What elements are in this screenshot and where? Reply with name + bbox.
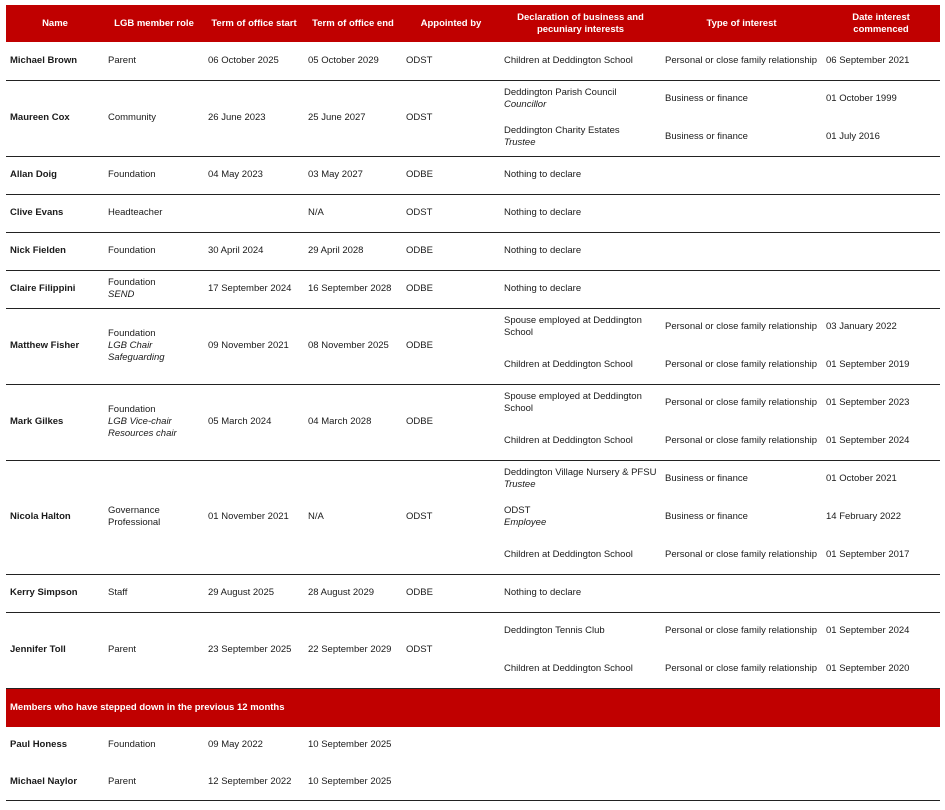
table-row — [6, 194, 940, 232]
declaration-capacity: Councillor — [504, 99, 547, 111]
declaration — [500, 574, 661, 612]
interest-type: Personal or close family relationship — [665, 397, 818, 409]
declaration-text: Children at Deddington School — [504, 662, 633, 674]
role-primary: Foundation — [108, 404, 156, 415]
term-end: 03 May 2027 — [304, 156, 402, 194]
empty-cell — [500, 764, 661, 801]
empty-cell — [500, 727, 661, 764]
term-end: 08 November 2025 — [304, 308, 402, 384]
appointed-by: ODST — [402, 194, 500, 232]
table-header — [6, 5, 940, 42]
interest-date: 06 September 2021 — [822, 42, 940, 80]
interest-type: Business or finance — [665, 93, 748, 105]
declaration — [500, 42, 661, 80]
member-name: Kerry Simpson — [6, 574, 104, 612]
role-primary: Foundation — [108, 169, 156, 180]
declaration-capacity: Employee — [504, 517, 547, 528]
former-term-end: 10 September 2025 — [308, 739, 392, 750]
declaration-text: Children at Deddington School — [504, 434, 633, 446]
declaration-text: Children at Deddington School — [504, 548, 633, 560]
declaration — [500, 232, 661, 270]
member-name: Jennifer Toll — [6, 612, 104, 688]
role-primary: Parent — [108, 54, 136, 66]
member-role — [104, 460, 204, 574]
header-term-end: Term of office end — [304, 5, 402, 42]
appointed-by: ODBE — [402, 156, 500, 194]
interest-type: Personal or close family relationship — [661, 650, 822, 688]
role-detail: Resources chair — [108, 428, 177, 439]
declaration-text: ODST — [504, 505, 531, 516]
term-start: 26 June 2023 — [204, 80, 304, 156]
interest-date: 01 July 2016 — [822, 118, 940, 156]
role-detail: Safeguarding — [108, 352, 165, 363]
empty-cell — [822, 727, 940, 764]
role-primary: Headteacher — [108, 207, 163, 218]
empty-cell — [661, 764, 822, 801]
empty-cell — [661, 727, 822, 764]
interest-type: Personal or close family relationship — [661, 346, 822, 384]
term-start: 17 September 2024 — [204, 270, 304, 308]
former-term-start: 09 May 2022 — [208, 739, 263, 750]
interest-date: 01 September 2023 — [826, 397, 910, 409]
header-date-commenced: Date interest commenced — [822, 5, 940, 42]
interest-date: 03 January 2022 — [826, 321, 897, 333]
declaration — [500, 156, 661, 194]
interest-type — [661, 156, 822, 194]
interest-type — [661, 194, 822, 232]
member-role — [104, 308, 204, 384]
member-name: Clive Evans — [6, 194, 104, 232]
role-detail: LGB Chair — [108, 340, 153, 351]
table-row — [6, 384, 940, 422]
declaration-capacity: Trustee — [504, 136, 536, 148]
member-role — [104, 156, 204, 194]
interest-date: 01 September 2024 — [826, 625, 910, 637]
header-appointed-by: Appointed by — [402, 5, 500, 42]
header-name: Name — [6, 5, 104, 42]
role-detail: SEND — [108, 289, 135, 300]
declaration — [500, 118, 661, 156]
declaration — [500, 460, 661, 498]
term-end: N/A — [304, 194, 402, 232]
former-member-role: Foundation — [108, 739, 156, 750]
member-role — [104, 80, 204, 156]
former-term-start: 12 September 2022 — [204, 764, 304, 801]
member-name: Mark Gilkes — [6, 384, 104, 460]
table-row — [6, 156, 940, 194]
declaration-text: Spouse employed at Deddington School — [504, 391, 642, 415]
interest-type: Business or finance — [665, 511, 748, 522]
role-primary: Foundation — [108, 328, 156, 339]
member-role — [104, 574, 204, 612]
declaration — [500, 384, 661, 422]
appointed-by: ODST — [402, 612, 500, 688]
member-name: Claire Filippini — [6, 270, 104, 308]
appointed-by: ODBE — [402, 232, 500, 270]
interest-type: Personal or close family relationship — [661, 536, 822, 574]
declaration-text: Deddington Parish Council — [504, 87, 617, 99]
term-start: 05 March 2024 — [204, 384, 304, 460]
term-start: 30 April 2024 — [204, 232, 304, 270]
declaration-text: Deddington Charity Estates — [504, 124, 620, 136]
interest-date: 01 September 2017 — [822, 536, 940, 574]
declaration — [500, 422, 661, 460]
table-row — [6, 460, 940, 498]
appointed-by: ODST — [402, 460, 500, 574]
member-name: Nicola Halton — [6, 460, 104, 574]
member-role — [104, 232, 204, 270]
declaration — [500, 650, 661, 688]
appointed-by: ODBE — [402, 270, 500, 308]
interest-date — [822, 156, 940, 194]
term-start: 04 May 2023 — [204, 156, 304, 194]
table-row — [6, 232, 940, 270]
empty-cell — [402, 727, 500, 764]
declaration-text: Spouse employed at Deddington School — [504, 315, 642, 339]
table-row — [6, 574, 940, 612]
term-start: 23 September 2025 — [204, 612, 304, 688]
declaration-text: Deddington Tennis Club — [504, 625, 605, 637]
member-name: Nick Fielden — [6, 232, 104, 270]
header-type-of-interest: Type of interest — [661, 5, 822, 42]
stepped-down-section-row — [6, 688, 940, 727]
term-end: 28 August 2029 — [304, 574, 402, 612]
interest-date — [822, 270, 940, 308]
header-term-start: Term of office start — [204, 5, 304, 42]
term-end: 04 March 2028 — [304, 384, 402, 460]
declaration — [500, 612, 661, 650]
role-primary: Staff — [108, 587, 128, 598]
member-role — [104, 42, 204, 80]
member-role — [104, 194, 204, 232]
interest-date: 01 September 2020 — [822, 650, 940, 688]
appointed-by: ODST — [402, 42, 500, 80]
declaration — [500, 308, 661, 346]
declaration — [500, 498, 661, 536]
former-term-end: 10 September 2025 — [304, 764, 402, 801]
table-row — [6, 42, 940, 80]
member-role — [104, 384, 204, 460]
empty-cell — [402, 764, 500, 801]
interest-type: Personal or close family relationship — [661, 422, 822, 460]
member-name: Maureen Cox — [6, 80, 104, 156]
term-end: N/A — [304, 460, 402, 574]
declaration — [500, 194, 661, 232]
declaration-text: Nothing to declare — [504, 587, 582, 598]
interest-date — [822, 194, 940, 232]
declaration-capacity: Trustee — [504, 479, 536, 491]
former-member-role: Parent — [104, 764, 204, 801]
table-row — [6, 764, 940, 801]
interest-type: Personal or close family relationship — [665, 321, 818, 333]
interest-date — [822, 232, 940, 270]
term-start — [204, 194, 304, 232]
empty-cell — [822, 764, 940, 801]
role-primary: Foundation — [108, 245, 156, 256]
term-start: 29 August 2025 — [204, 574, 304, 612]
term-end: 05 October 2029 — [304, 42, 402, 80]
term-start: 06 October 2025 — [204, 42, 304, 80]
term-end: 22 September 2029 — [304, 612, 402, 688]
role-primary: Parent — [108, 644, 136, 655]
declaration — [500, 80, 661, 118]
declaration-text: Nothing to declare — [504, 207, 582, 218]
member-name: Matthew Fisher — [6, 308, 104, 384]
term-end: 29 April 2028 — [304, 232, 402, 270]
interest-date: 01 October 2021 — [826, 473, 897, 485]
member-role — [104, 612, 204, 688]
term-start: 09 November 2021 — [204, 308, 304, 384]
appointed-by: ODBE — [402, 384, 500, 460]
declaration-text: Nothing to declare — [504, 283, 582, 294]
header-declaration: Declaration of business and pecuniary interests — [500, 5, 661, 42]
table-row — [6, 270, 940, 308]
interest-date: 01 October 1999 — [826, 93, 897, 105]
stepped-down-heading: Members who have stepped down in the previous 12 months — [6, 688, 940, 727]
role-primary: Governance Professional — [108, 505, 161, 528]
interest-date — [822, 574, 940, 612]
interest-type — [661, 232, 822, 270]
appointed-by: ODST — [402, 80, 500, 156]
term-end: 25 June 2027 — [304, 80, 402, 156]
declaration-text: Nothing to declare — [504, 245, 582, 256]
member-name: Michael Brown — [6, 42, 104, 80]
declaration-text: Nothing to declare — [504, 169, 582, 180]
table-row — [6, 80, 940, 118]
header-row — [6, 5, 940, 42]
declaration — [500, 346, 661, 384]
table-row — [6, 308, 940, 346]
appointed-by: ODBE — [402, 574, 500, 612]
interest-type — [661, 574, 822, 612]
interest-type: Business or finance — [661, 118, 822, 156]
role-primary: Community — [108, 112, 157, 123]
table-row — [6, 727, 940, 764]
term-start: 01 November 2021 — [204, 460, 304, 574]
former-member-name: Michael Naylor — [6, 764, 104, 801]
declaration-text: Children at Deddington School — [504, 358, 633, 370]
member-role — [104, 270, 204, 308]
role-detail: LGB Vice-chair — [108, 416, 172, 427]
declaration — [500, 270, 661, 308]
appointed-by: ODBE — [402, 308, 500, 384]
member-name: Allan Doig — [6, 156, 104, 194]
interest-date: 14 February 2022 — [826, 511, 901, 522]
header-role: LGB member role — [104, 5, 204, 42]
interest-date: 01 September 2019 — [822, 346, 940, 384]
role-primary: Foundation — [108, 277, 156, 288]
declaration — [500, 536, 661, 574]
interest-type — [661, 270, 822, 308]
interest-type: Personal or close family relationship — [661, 42, 822, 80]
interest-type: Business or finance — [665, 473, 748, 485]
declaration-text: Deddington Village Nursery & PFSU — [504, 467, 657, 479]
governors-table — [6, 5, 940, 801]
former-member-name: Paul Honess — [10, 739, 68, 750]
term-end: 16 September 2028 — [304, 270, 402, 308]
table-row — [6, 612, 940, 650]
interest-date: 01 September 2024 — [822, 422, 940, 460]
interest-type: Personal or close family relationship — [665, 625, 818, 637]
table-body — [6, 42, 940, 801]
declaration-text: Children at Deddington School — [504, 54, 633, 66]
